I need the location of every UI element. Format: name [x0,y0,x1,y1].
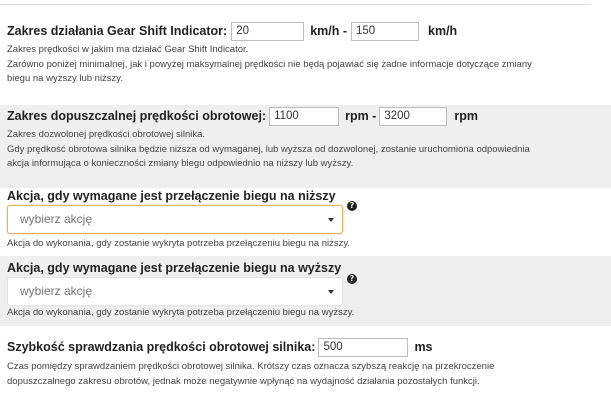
upshift-action-desc: Akcja do wykonania, gdy zostanie wykryta potrzeba przełączeniu biegu na wyższy. [7,307,355,318]
rpm-min-input[interactable] [269,107,339,126]
gear-unit-end: km/h [428,24,458,38]
gear-range-desc-2: Zarówno poniżej minimalnej, jak i powyżej maksymalnej prędkości nie będą pojawiać się żadne informacje dotyczące zmiany [7,58,532,70]
check-interval-row [7,336,611,358]
downshift-action-label: Akcja, gdy wymagane jest przełączenie biegu na niższy [7,189,336,203]
rpm-range-desc-3: akcja informująca o konieczności zmiany biegu odpowiednio na niższy lub wyższy. [7,158,354,169]
gear-unit-mid: km/h - [310,24,348,38]
rpm-range-label: Zakres dopuszczalnej prędkości obrotowej: [7,109,267,123]
gear-min-speed-input[interactable] [231,22,304,41]
downshift-select-wrap [7,201,611,236]
rpm-max-input[interactable] [379,107,447,126]
upshift-action-select[interactable] [7,277,343,306]
gear-max-speed-input[interactable] [351,22,419,41]
gear-range-desc-3: biegu na wyższy lub niższy. [7,73,123,84]
downshift-action-section [0,188,611,252]
gear-range-row [7,20,611,42]
rpm-range-row [7,105,611,127]
check-interval-section [0,336,611,400]
chevron-down-icon [328,290,334,294]
help-icon[interactable]: ? [347,201,357,211]
rpm-unit-end: rpm [454,109,478,123]
gear-range-label: Zakres działania Gear Shift Indicator: [7,24,228,38]
upshift-action-label: Akcja, gdy wymagane jest przełączenie biegu na wyższy [7,261,342,275]
rpm-range-desc-2: Gdy prędkość obrotowa silnika będzie niższa od wymaganej, lub wyższa od dozwolonej, zostanie uruchomiona odpowiednia [7,143,530,155]
upshift-action-section [0,256,611,326]
top-divider [0,0,590,5]
check-interval-desc-1: Czas pomiędzy sprawdzaniem prędkości obrotowej silnika. Krótszy czas oznacza szybszą reakcję na przekroczenie [7,361,495,372]
check-interval-input[interactable] [318,338,408,357]
downshift-action-desc: Akcja do wykonania, gdy zostanie wykryta potrzeba przełączeniu biegu na niższy. [7,238,351,249]
gear-range-section [0,20,611,106]
downshift-select-value: wybierz akcję [20,212,93,226]
rpm-range-section [0,105,611,188]
upshift-select-wrap [7,274,611,305]
rpm-unit-mid: rpm - [345,109,377,123]
chevron-down-icon [328,218,334,222]
check-interval-unit: ms [414,340,433,354]
upshift-select-value: wybierz akcję [20,284,93,298]
downshift-action-select[interactable] [7,205,343,234]
check-interval-desc-2: dopuszczalnego zakresu obrotów, jednak może negatywnie wpłynąć na wydajność działania pozostałych funkcji. [7,375,480,387]
help-icon[interactable]: ? [347,274,357,284]
rpm-range-desc-1: Zakres dozwolonej prędkości obrotowej silnika. [7,129,206,140]
check-interval-label: Szybkość sprawdzania prędkości obrotowej silnika: [7,340,316,354]
gear-range-desc-1: Zakres prędkości w jakim ma działać Gear Shift Indicator. [7,44,249,55]
